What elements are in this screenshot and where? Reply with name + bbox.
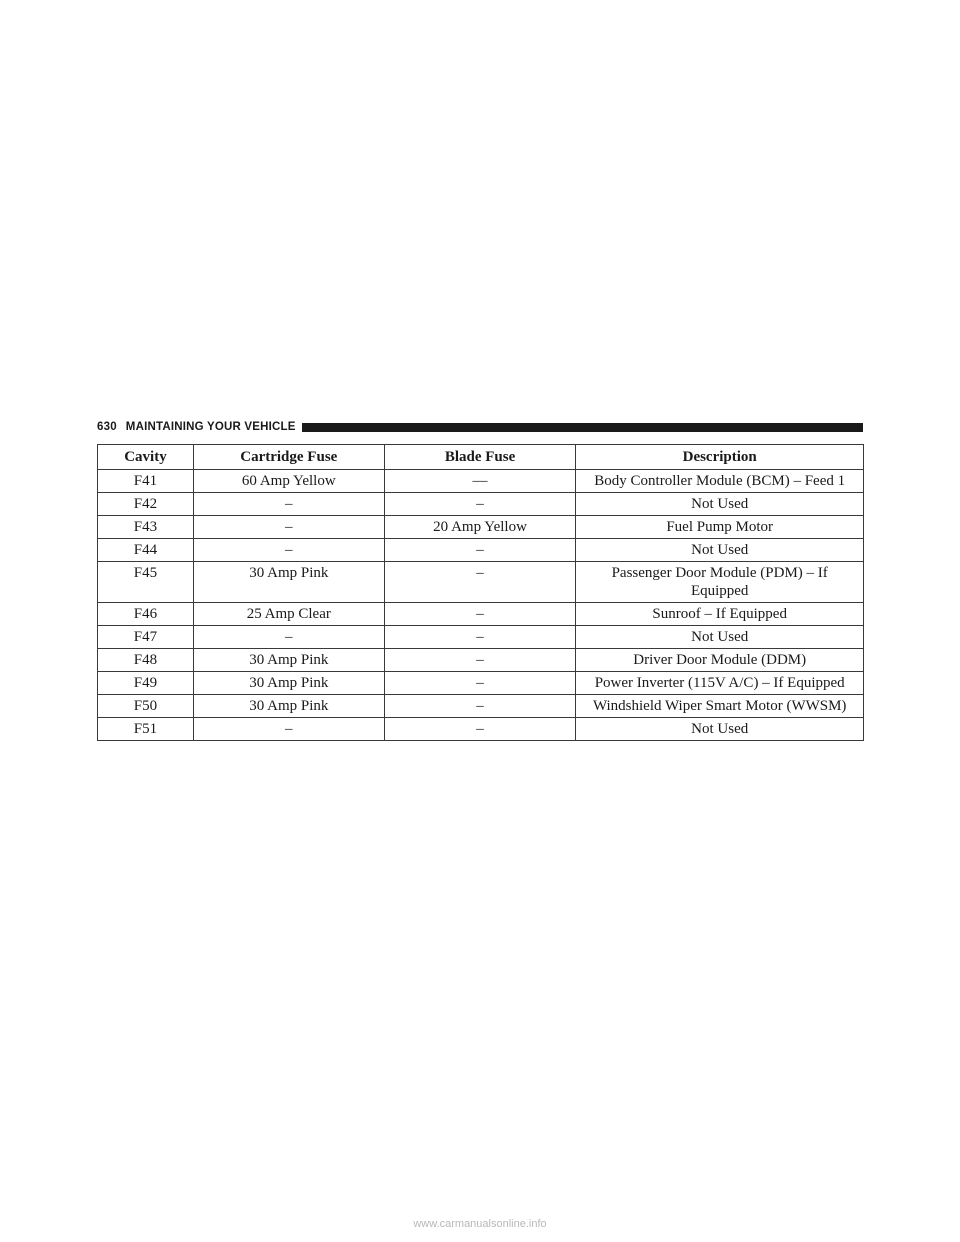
- table-row: [98, 672, 864, 695]
- cell-cavity: F51: [98, 718, 194, 741]
- table-row: [98, 470, 864, 493]
- cell-blade-fuse: –: [384, 649, 576, 672]
- table-row: [98, 539, 864, 562]
- section-title: MAINTAINING YOUR VEHICLE: [125, 421, 296, 433]
- cell-cartridge-fuse: 30 Amp Pink: [193, 649, 384, 672]
- cell-cartridge-fuse: –: [193, 718, 384, 741]
- header-rule: [302, 423, 863, 432]
- cell-description: Driver Door Module (DDM): [576, 649, 864, 672]
- cell-blade-fuse: –: [384, 562, 576, 603]
- cell-description: Passenger Door Module (PDM) – If Equipped: [576, 562, 864, 603]
- cell-blade-fuse: 20 Amp Yellow: [384, 516, 576, 539]
- cell-cavity: F45: [98, 562, 194, 603]
- cell-cavity: F42: [98, 493, 194, 516]
- cell-cartridge-fuse: –: [193, 539, 384, 562]
- column-header-cartridge-fuse: Cartridge Fuse: [193, 445, 384, 470]
- cell-cartridge-fuse: 60 Amp Yellow: [193, 470, 384, 493]
- table-row: [98, 649, 864, 672]
- cell-blade-fuse: —: [384, 470, 576, 493]
- column-header-description: Description: [576, 445, 864, 470]
- cell-cartridge-fuse: –: [193, 626, 384, 649]
- cell-blade-fuse: –: [384, 718, 576, 741]
- cell-description: Not Used: [576, 718, 864, 741]
- cell-cartridge-fuse: 30 Amp Pink: [193, 672, 384, 695]
- cell-blade-fuse: –: [384, 626, 576, 649]
- table-row: [98, 562, 864, 603]
- cell-cavity: F44: [98, 539, 194, 562]
- column-header-cavity: Cavity: [98, 445, 194, 470]
- cell-blade-fuse: –: [384, 695, 576, 718]
- cell-blade-fuse: –: [384, 539, 576, 562]
- cell-cartridge-fuse: 25 Amp Clear: [193, 603, 384, 626]
- cell-description: Body Controller Module (BCM) – Feed 1: [576, 470, 864, 493]
- cell-cartridge-fuse: –: [193, 516, 384, 539]
- cell-description: Windshield Wiper Smart Motor (WWSM): [576, 695, 864, 718]
- cell-cavity: F48: [98, 649, 194, 672]
- cell-cavity: F41: [98, 470, 194, 493]
- cell-description: Power Inverter (115V A/C) – If Equipped: [576, 672, 864, 695]
- table-row: [98, 493, 864, 516]
- cell-blade-fuse: –: [384, 603, 576, 626]
- watermark-footer: www.carmanualsonline.info: [413, 1218, 547, 1230]
- cell-cavity: F46: [98, 603, 194, 626]
- cell-blade-fuse: –: [384, 672, 576, 695]
- table-row: [98, 718, 864, 741]
- cell-description: Not Used: [576, 493, 864, 516]
- cell-cavity: F43: [98, 516, 194, 539]
- cell-description: Sunroof – If Equipped: [576, 603, 864, 626]
- cell-description: Not Used: [576, 539, 864, 562]
- cell-blade-fuse: –: [384, 493, 576, 516]
- page-header: [97, 419, 863, 435]
- cell-description: Fuel Pump Motor: [576, 516, 864, 539]
- page-number: 630: [97, 421, 117, 433]
- cell-cavity: F47: [98, 626, 194, 649]
- table-row: [98, 626, 864, 649]
- cell-cartridge-fuse: 30 Amp Pink: [193, 695, 384, 718]
- table-row: [98, 603, 864, 626]
- cell-cartridge-fuse: –: [193, 493, 384, 516]
- cell-cavity: F50: [98, 695, 194, 718]
- cell-cavity: F49: [98, 672, 194, 695]
- table-row: [98, 516, 864, 539]
- cell-cartridge-fuse: 30 Amp Pink: [193, 562, 384, 603]
- fuse-table: [97, 444, 864, 741]
- table-row: [98, 695, 864, 718]
- cell-description: Not Used: [576, 626, 864, 649]
- column-header-blade-fuse: Blade Fuse: [384, 445, 576, 470]
- table-header-row: [98, 445, 864, 470]
